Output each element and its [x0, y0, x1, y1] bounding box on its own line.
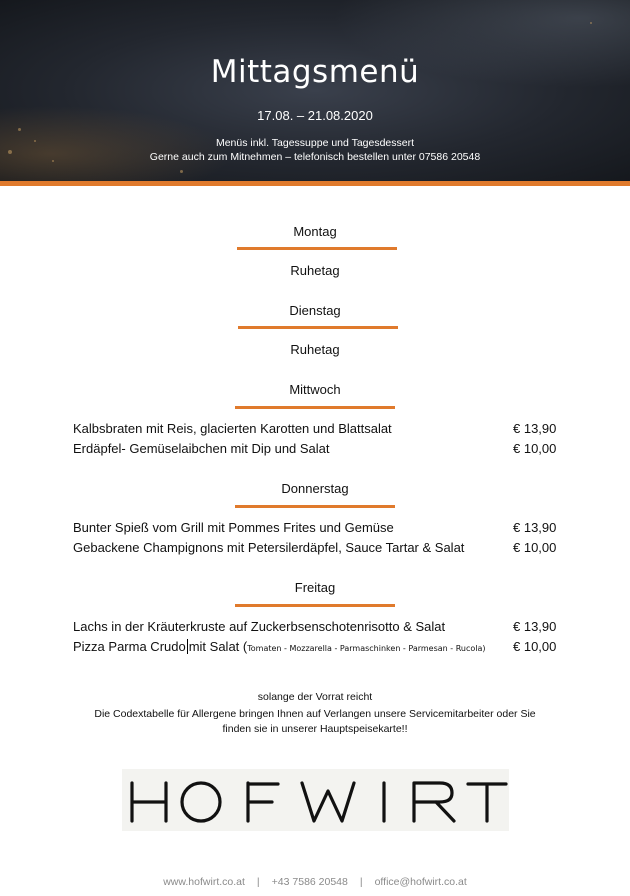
- day-underline: [235, 505, 395, 508]
- day-heading-donnerstag: Donnerstag: [281, 481, 349, 496]
- day-heading-freitag: Freitag: [294, 580, 336, 595]
- dish-price: € 10,00: [513, 441, 557, 456]
- day-underline: [237, 247, 397, 250]
- dish-name: Kalbsbraten mit Reis, glacierten Karotten und Blattsalat: [73, 421, 392, 436]
- separator: |: [359, 876, 363, 888]
- logo-lettering: [122, 769, 509, 831]
- montag-ruhetag: Ruhetag: [290, 263, 340, 278]
- phone-number[interactable]: +43 7586 20548: [271, 876, 348, 888]
- order-note: Gerne auch zum Mitnehmen – telefonisch bestellen unter 07586 20548: [149, 151, 481, 163]
- dish-name: Lachs in der Kräuterkruste auf Zuckerbsenschotenrisotto & Salat: [73, 619, 446, 634]
- dish-name: Bunter Spieß vom Grill mit Pommes Frites und Gemüse: [73, 520, 394, 535]
- allergen-note-cont: finden sie in unserer Hauptspeisekarte!!: [222, 723, 408, 735]
- day-underline: [235, 604, 395, 607]
- separator: |: [256, 876, 260, 888]
- allergen-note: Die Codextabelle für Allergene bringen Ihnen auf Verlangen unsere Servicemitarbeiter oder Sie: [94, 708, 536, 720]
- stock-note: solange der Vorrat reicht: [257, 691, 373, 703]
- header-banner: [0, 0, 630, 181]
- dish-name-part: Pizza Parma Crudo: [73, 639, 186, 654]
- day-heading-dienstag: Dienstag: [289, 303, 341, 318]
- dish-price: € 13,90: [513, 619, 557, 634]
- dish-name: Erdäpfel- Gemüselaibchen mit Dip und Salat: [73, 441, 330, 456]
- date-range: 17.08. – 21.08.2020: [257, 108, 373, 123]
- header-divider: [0, 181, 630, 186]
- dienstag-ruhetag: Ruhetag: [290, 342, 340, 357]
- dish-price: € 13,90: [513, 520, 557, 535]
- text-cursor: [187, 639, 188, 654]
- dish-name: [73, 639, 486, 654]
- hofwirt-logo: [122, 769, 509, 831]
- email-link[interactable]: office@hofwirt.co.at: [374, 876, 467, 888]
- dish-name: Gebackene Champignons mit Petersilerdäpfel, Sauce Tartar & Salat: [73, 540, 465, 555]
- day-underline: [238, 326, 398, 329]
- dish-price: € 13,90: [513, 421, 557, 436]
- contact-line: [0, 876, 630, 888]
- dish-price: € 10,00: [513, 639, 557, 654]
- dish-price: € 10,00: [513, 540, 557, 555]
- day-heading-montag: Montag: [293, 224, 337, 239]
- dish-name-part: mit Salat (: [188, 639, 248, 654]
- menu-title: Mittagsmenü: [210, 54, 420, 90]
- day-heading-mittwoch: Mittwoch: [289, 382, 341, 397]
- menu-note: Menüs inkl. Tagessuppe und Tagesdessert: [215, 137, 415, 149]
- day-underline: [235, 406, 395, 409]
- dish-ingredients: Tomaten - Mozzarella - Parmaschinken - Parmesan - Rucola): [247, 644, 486, 653]
- website-link[interactable]: www.hofwirt.co.at: [163, 876, 245, 888]
